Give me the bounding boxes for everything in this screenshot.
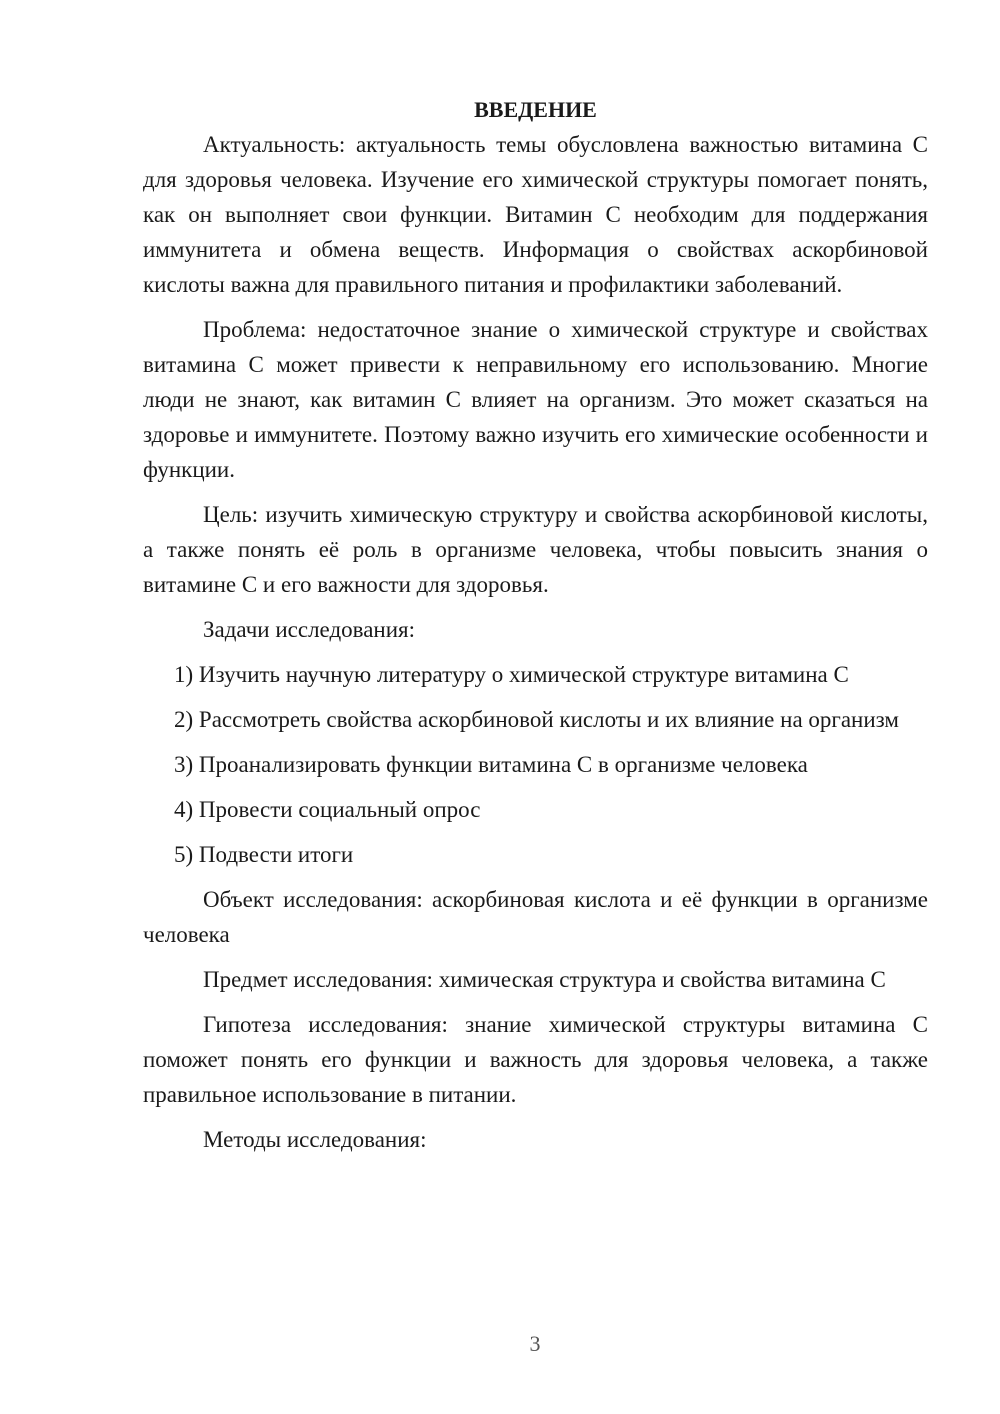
task-item-2: 2) Рассмотреть свойства аскорбиновой кислоты и их влияние на организм [174,707,899,732]
problem-paragraph: Проблема: недостаточное знание о химической структуре и свойствах витамина С может привести к неправильному его использованию. Многие люди не знают, как витамин С влияет на организм. Это может сказаться на здоровье и иммунитете. Поэтому важно изучить его химические особенности и функции. [143,317,928,482]
task-item-4: 4) Провести социальный опрос [174,797,481,822]
task-item-3: 3) Проанализировать функции витамина С в организме человека [174,752,808,777]
subject-paragraph: Предмет исследования: химическая структура и свойства витамина С [203,967,886,992]
hypothesis-paragraph: Гипотеза исследования: знание химической структуры витамина С поможет понять его функции и важность для здоровья человека, а также правильное использование в питании. [143,1012,928,1107]
section-title: ВВЕДЕНИЕ [474,97,597,122]
page-number: 3 [529,1331,541,1356]
relevance-paragraph: Актуальность: актуальность темы обусловлена важностью витамина С для здоровья человека. Изучение его химической структуры помогает понять, как он выполняет свои функции. Витамин С необходим для поддержания иммунитета и обмена веществ. Информация о свойствах аскорбиновой кислоты важна для правильного питания и профилактики заболеваний. [143,132,928,297]
goal-paragraph: Цель: изучить химическую структуру и свойства аскорбиновой кислоты, а также понять её роль в организме человека, чтобы повысить знания о витамине С и его важности для здоровья. [143,502,928,597]
task-item-1: 1) Изучить научную литературу о химической структуре витамина С [174,662,849,687]
methods-heading: Методы исследования: [203,1127,427,1152]
page-content [143,92,928,1167]
tasks-heading: Задачи исследования: [203,617,416,642]
task-item-5: 5) Подвести итоги [174,842,354,867]
object-paragraph: Объект исследования: аскорбиновая кислота и её функции в организме человека [143,887,928,947]
